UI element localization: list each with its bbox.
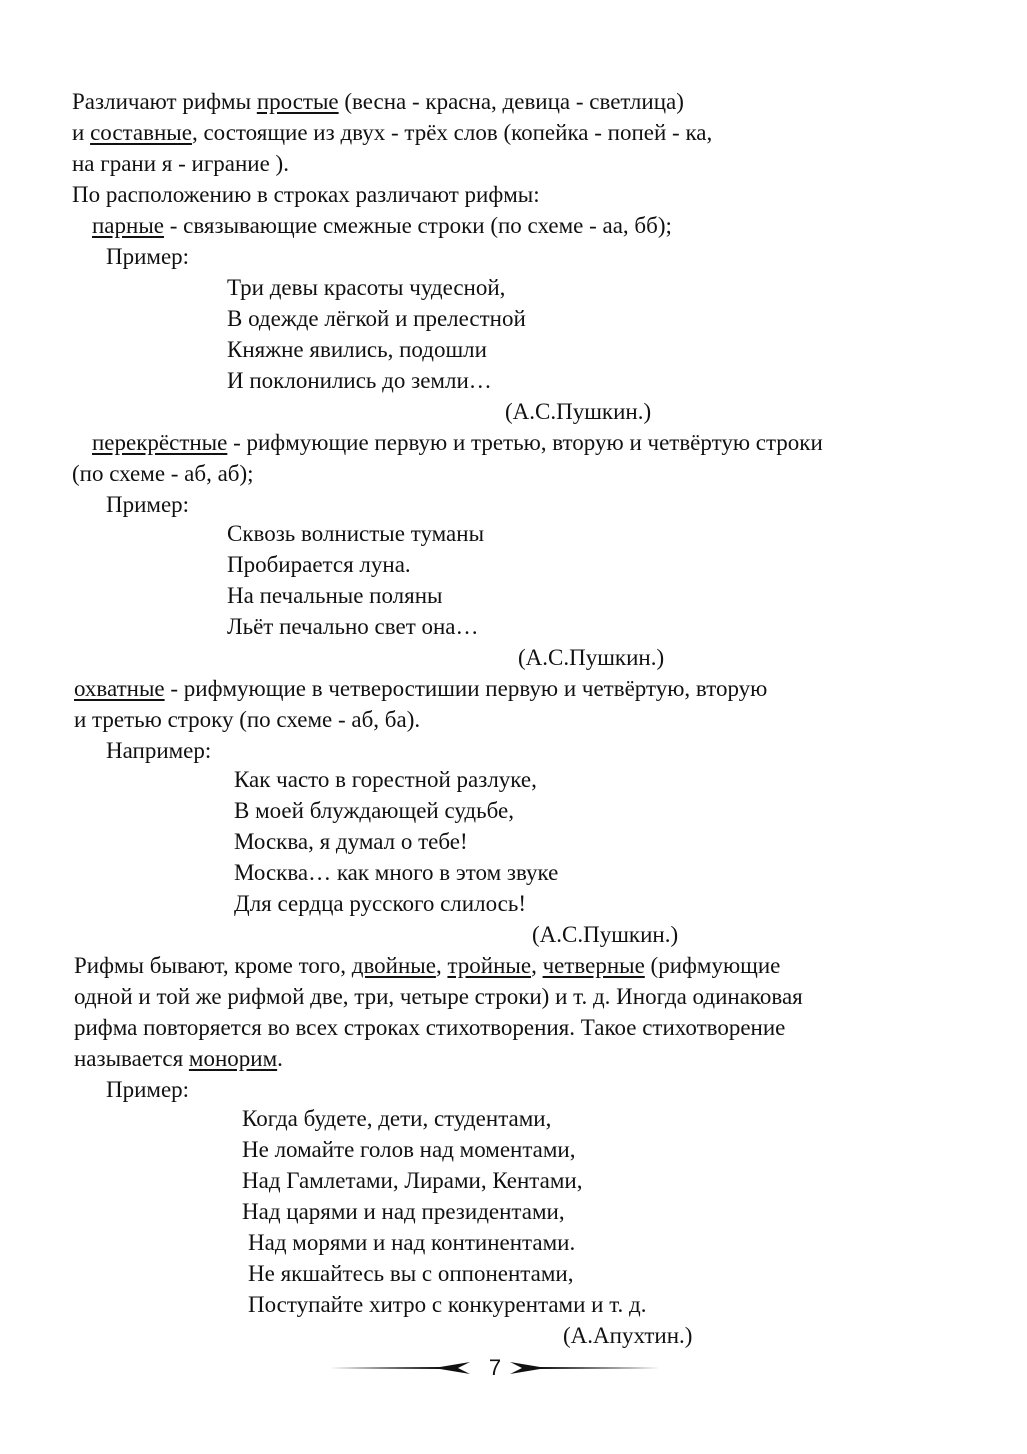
poem-line: Москва, я думал о тебе!: [234, 829, 468, 854]
poem-line: Москва… как много в этом звуке: [234, 860, 559, 885]
poem-line: На печальные поляны: [227, 583, 443, 608]
poem-line: Не ломайте голов над моментами,: [242, 1137, 576, 1162]
poem-line: Поступайте хитро с конкурентами и т. д.: [248, 1292, 647, 1317]
right-arrow-ornament-icon: [510, 1362, 660, 1374]
poem-line: Когда будете, дети, студентами,: [242, 1106, 552, 1131]
paragraph-rhymes-intro-line-3: на грани я - играние ).: [72, 151, 289, 176]
paragraph-multiple-rhymes-line-3: рифма повторяется во всех строках стихотворения. Такое стихотворение: [74, 1015, 786, 1040]
enclosing-definition: охватные - рифмующие в четверостишии первую и четвёртую, вторую: [74, 676, 768, 701]
poem-author: (А.С.Пушкин.): [505, 399, 652, 424]
paragraph-multiple-rhymes-line-2: одной и той же рифмой две, три, четыре строки) и т. д. Иногда одинаковая: [74, 984, 803, 1009]
term-cross: перекрёстные: [92, 430, 228, 455]
term-simple: простые: [256, 89, 339, 114]
cross-definition-line-2: (по схеме - аб, аб);: [72, 461, 254, 486]
poem-line: Пробирается луна.: [227, 552, 411, 577]
poem-author: (А.С.Пушкин.): [518, 645, 665, 670]
page-number: 7: [488, 1355, 502, 1380]
term-monorhyme: монорим: [188, 1046, 278, 1071]
enclosing-definition-line-2: и третью строку (по схеме - аб, ба).: [74, 707, 421, 732]
poem-line: В моей блуждающей судьбе,: [234, 798, 514, 823]
paragraph-multiple-rhymes-line-4: называется монорим.: [74, 1046, 283, 1071]
example-label: Например:: [106, 738, 212, 763]
poem-line: Над Гамлетами, Лирами, Кентами,: [242, 1168, 583, 1193]
cross-definition: перекрёстные - рифмующие первую и третью, вторую и четвёртую строки: [92, 430, 823, 455]
example-label: Пример:: [106, 244, 190, 269]
paragraph-rhymes-intro-line-2: и составные, состоящие из двух - трёх слов (копейка - попей - ка,: [72, 120, 713, 145]
poem-line: Не якшайтесь вы с оппонентами,: [248, 1261, 574, 1286]
example-label: Пример:: [106, 1077, 190, 1102]
term-enclosing: охватные: [74, 676, 165, 701]
poem-line: Княжне явились, подошли: [227, 337, 487, 362]
poem-author: (А.С.Пушкин.): [532, 922, 679, 947]
poem-line: Льёт печально свет она…: [227, 614, 479, 639]
term-compound: составные: [90, 120, 192, 145]
left-arrow-ornament-icon: [330, 1362, 470, 1374]
term-double: двойные: [351, 953, 436, 978]
paragraph-arrangement: По расположению в строках различают рифмы:: [72, 182, 540, 207]
poem-line: Три девы красоты чудесной,: [227, 275, 506, 300]
poem-line: И поклонились до земли…: [227, 368, 492, 393]
paragraph-multiple-rhymes-line-1: Рифмы бывают, кроме того, двойные, тройные, четверные (рифмующие: [74, 953, 781, 978]
poem-line: Над царями и над президентами,: [242, 1199, 565, 1224]
page-footer: [330, 1352, 660, 1382]
poem-line: Над морями и над континентами.: [248, 1230, 576, 1255]
poem-line: В одежде лёгкой и прелестной: [227, 306, 526, 331]
poem-line: Для сердца русского слилось!: [234, 891, 526, 916]
term-quadruple: четверные: [542, 953, 645, 978]
poem-author: (А.Апухтин.): [563, 1323, 693, 1348]
example-label: Пример:: [106, 492, 190, 517]
term-triple: тройные: [447, 953, 532, 978]
poem-line: Сквозь волнистые туманы: [227, 521, 485, 546]
poem-line: Как часто в горестной разлуке,: [234, 767, 537, 792]
term-paired: парные: [92, 213, 164, 238]
paragraph-rhymes-intro-line-1: Различают рифмы простые (весна - красна, девица - светлица): [72, 89, 684, 114]
paired-definition: парные - связывающие смежные строки (по схеме - аа, бб);: [92, 213, 672, 238]
